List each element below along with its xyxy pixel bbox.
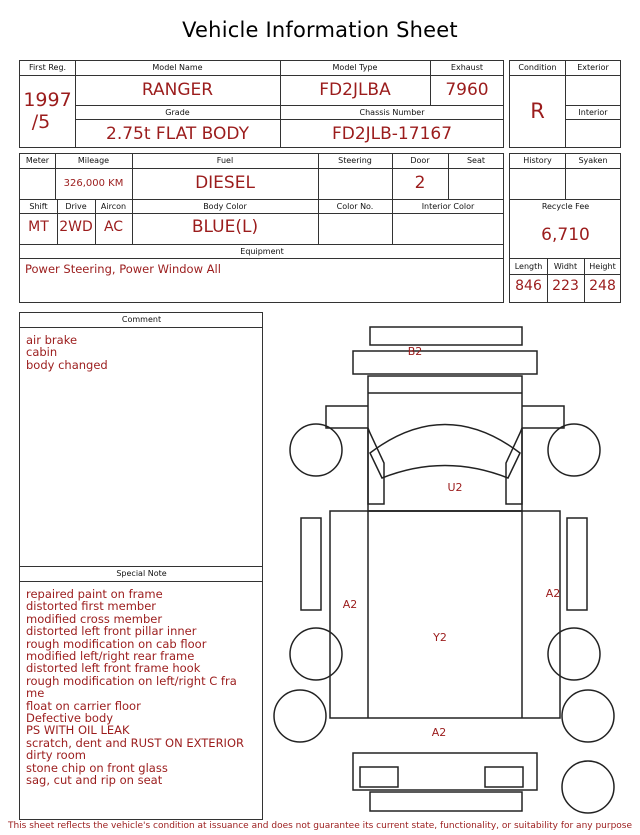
comment-line: cabin: [26, 345, 58, 360]
length-value: 846: [515, 278, 542, 294]
history-label: History: [523, 156, 552, 165]
special-note-line: rough modification on cab floor: [26, 636, 207, 651]
special-note-box: [19, 566, 263, 820]
special-note-line: modified cross member: [26, 611, 163, 626]
syaken-label: Syaken: [578, 156, 608, 165]
grade-label: Grade: [165, 108, 190, 117]
meter-label: Meter: [25, 156, 50, 165]
special-note-line: distorted left front pillar inner: [26, 624, 197, 639]
comment-line: body changed: [26, 357, 108, 372]
chassis-label: Chassis Number: [359, 108, 425, 117]
mark-u2: U2: [447, 481, 463, 494]
width-value: 223: [552, 278, 579, 294]
first-reg-label: First Reg.: [28, 63, 67, 72]
special-note-line: dirty room: [26, 748, 86, 763]
comment-list: [26, 334, 108, 371]
special-note-label: Special Note: [116, 569, 167, 578]
fuel-value: DIESEL: [195, 173, 255, 193]
truck-damage-diagram: [268, 318, 630, 818]
exterior-label: Exterior: [577, 63, 609, 72]
disclaimer-footer: This sheet reflects the vehicle's condition at issuance and does not guarantee its current state, functionality, or suitability for any purpose: [7, 821, 633, 831]
first-reg-month: /5: [31, 111, 51, 133]
grade-value: 2.75t FLAT BODY: [106, 124, 249, 144]
exhaust-value: 7960: [445, 80, 489, 100]
seat-label: Seat: [466, 156, 486, 165]
special-note-line: sag, cut and rip on seat: [26, 773, 163, 788]
special-note-line: distorted first member: [26, 599, 157, 614]
comment-label: Comment: [121, 315, 162, 324]
body-color-label: Body Color: [203, 202, 247, 211]
shift-label: Shift: [29, 202, 48, 211]
condition-value: R: [530, 99, 545, 123]
aircon-label: Aircon: [100, 202, 127, 211]
mark-y2: Y2: [433, 631, 447, 644]
exhaust-label: Exhaust: [450, 63, 484, 72]
door-value: 2: [414, 173, 426, 193]
height-value: 248: [589, 278, 616, 294]
fuel-label: Fuel: [216, 156, 234, 165]
special-note-line: PS WITH OIL LEAK: [26, 723, 130, 738]
model-name-label: Model Name: [152, 63, 203, 72]
model-type-value: FD2JLBA: [319, 80, 391, 100]
interior-color-label: Interior Color: [421, 202, 475, 211]
mileage-label: Mileage: [77, 156, 110, 165]
aircon-value: AC: [103, 219, 124, 235]
door-label: Door: [410, 156, 430, 165]
condition-box: [509, 60, 621, 148]
special-note-line: distorted left front frame hook: [26, 661, 201, 676]
special-note-list: [26, 588, 244, 787]
body-color-value: BLUE(L): [191, 217, 259, 237]
color-no-label: Color No.: [336, 202, 374, 211]
mark-a2-bottom: A2: [431, 726, 447, 739]
special-note-line: float on carrier floor: [26, 698, 141, 713]
mark-b2: B2: [407, 345, 423, 358]
model-info-box: [19, 60, 504, 148]
length-label: Length: [514, 262, 543, 271]
model-type-label: Model Type: [332, 63, 378, 72]
mileage-value: 326,000 KM: [63, 178, 124, 189]
interior-label: Interior: [578, 108, 608, 117]
equipment-label: Equipment: [240, 247, 284, 256]
recycle-fee-label: Recycle Fee: [541, 202, 590, 211]
special-note-line: repaired paint on frame: [26, 587, 163, 601]
special-note-line: scratch, dent and RUST ON EXTERIOR: [26, 735, 244, 750]
truck-outline: [274, 327, 614, 813]
steering-label: Steering: [338, 156, 372, 165]
chassis-value: FD2JLB-17167: [331, 124, 453, 144]
first-reg-year: 1997: [23, 89, 72, 111]
drive-label: Drive: [65, 202, 87, 211]
special-note-line: stone chip on front glass: [26, 760, 168, 775]
special-note-line: Defective body: [26, 711, 114, 726]
sheet-title: Vehicle Information Sheet: [182, 18, 458, 42]
vehicle-spec-box: [19, 153, 504, 303]
height-label: Height: [589, 262, 616, 271]
condition-label: Condition: [518, 63, 557, 72]
mark-a2-right: A2: [545, 587, 561, 600]
mark-a2-left: A2: [342, 598, 358, 611]
recycle-fee-value: 6,710: [541, 225, 590, 245]
special-note-line: modified left/right rear frame: [26, 649, 195, 664]
history-recycle-box: [509, 153, 621, 303]
shift-value: MT: [28, 219, 49, 235]
comment-box: [19, 312, 263, 567]
width-label: Widht: [553, 262, 578, 271]
model-name-value: RANGER: [141, 80, 214, 100]
comment-line: air brake: [26, 333, 78, 347]
equipment-value: Power Steering, Power Window All: [25, 262, 221, 276]
special-note-line: me: [26, 686, 45, 701]
drive-value: 2WD: [59, 219, 93, 235]
special-note-line: rough modification on left/right C fra: [26, 673, 237, 688]
